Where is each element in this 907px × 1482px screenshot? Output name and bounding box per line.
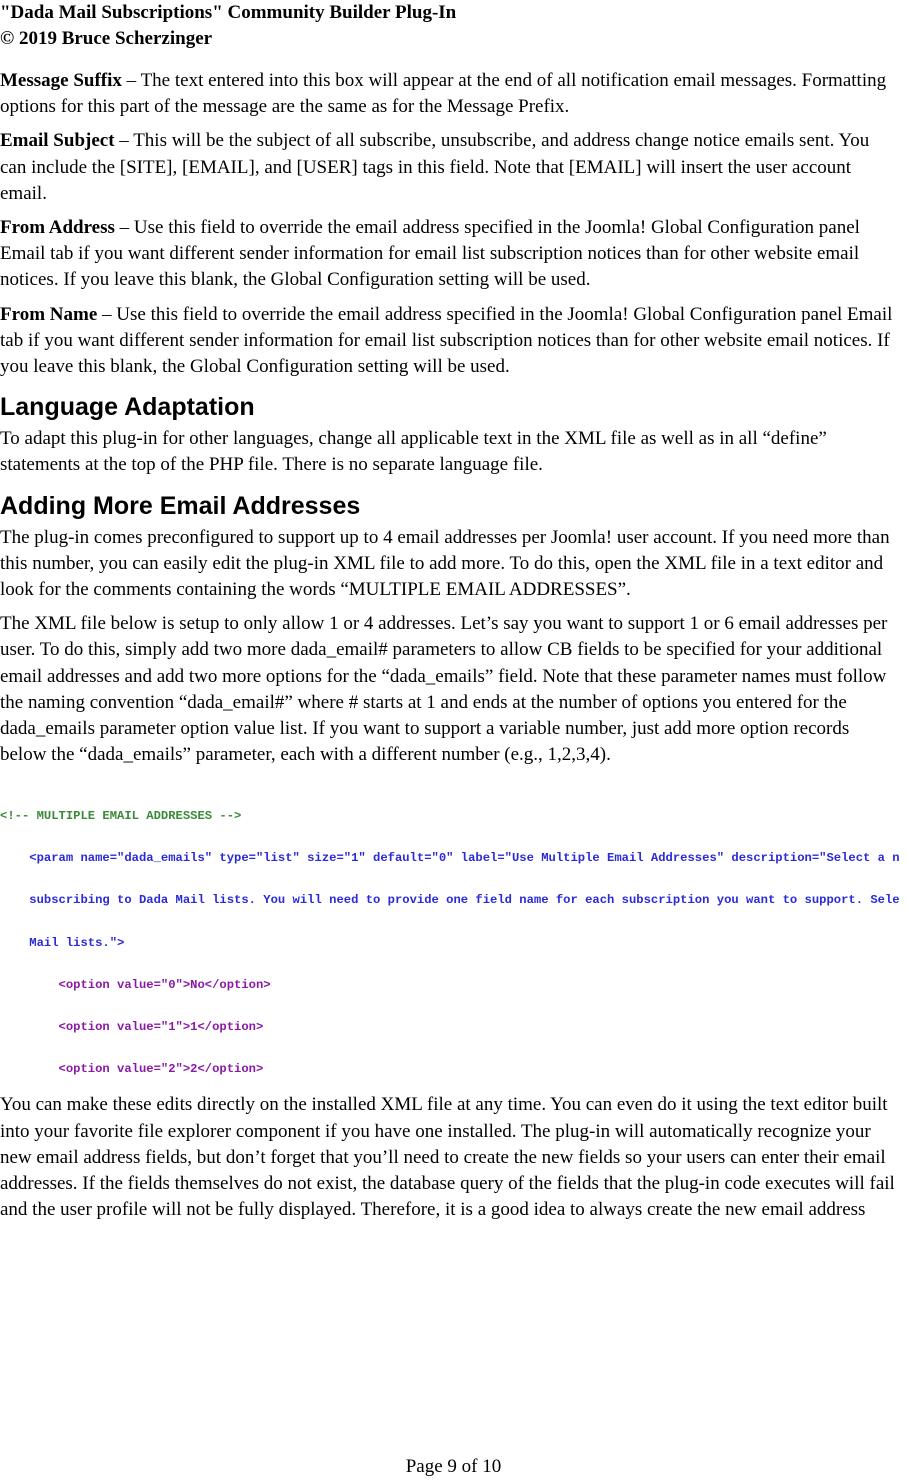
paragraph-edits: You can make these edits directly on the installed XML file at any time. You can even do it using the text editor built into your favorite file explorer component if you have one installed. The plug-in will automatically recognize your new email address fields, but don’t forget that you’ll need to create the new fields so your users can enter their email addresses. If the fields themselves do not exist, the database query of the fields that the plug-in code executes will fail and the user profile will not be fully displayed. Therefore, it is a good idea to always create the new email address xyxy=(0,1094,895,1221)
code-option-line: <option value="1">1</option> xyxy=(58,1020,264,1035)
term: Email Subject xyxy=(0,130,115,152)
xml-code-screenshot xyxy=(0,780,907,1078)
copyright-line: © 2019 Bruce Scherzinger xyxy=(0,28,213,49)
definition: – The text entered into this box will appear at the end of all notification email messages. Formatting options for this part of the message are the same as for the Message Prefix. xyxy=(0,70,887,118)
document-title: "Dada Mail Subscriptions" Community Builder Plug-In xyxy=(0,2,457,23)
term: From Address xyxy=(0,217,115,239)
code-param-line: Mail lists."> xyxy=(29,935,125,950)
page-footer: Page 9 of 10 xyxy=(405,1456,502,1477)
page-content xyxy=(0,68,898,1231)
definition: – Use this field to override the email address specified in the Joomla! Global Configuration panel Email tab if you want different sender information for email list subscription notices than for other website email notices. If you leave this blank, the Global Configuration setting will be used. xyxy=(0,217,860,291)
code-param-line: subscribing to Dada Mail lists. You will need to provide one field name for each subscription you want to support. Sele xyxy=(29,893,900,908)
heading-adding-email-addresses: Adding More Email Addresses xyxy=(0,491,361,520)
param-from-name xyxy=(0,302,898,381)
page-header xyxy=(0,0,900,52)
code-option-line: <option value="2">2</option> xyxy=(58,1062,264,1077)
language-paragraph: To adapt this plug-in for other languages, change all applicable text in the XML file as well as in all “define” statements at the top of the PHP file. There is no separate language file. xyxy=(0,428,827,476)
definition: – This will be the subject of all subscribe, unsubscribe, and address change notice emails sent. You can include the [SITE], [EMAIL], and [USER] tags in this field. Note that [EMAIL] will insert the user account email. xyxy=(0,130,870,204)
heading-language-adaptation: Language Adaptation xyxy=(0,393,255,422)
param-message-suffix xyxy=(0,68,898,120)
code-comment-line: <!-- MULTIPLE EMAIL ADDRESSES --> xyxy=(0,808,242,823)
paragraph-preconfigured: The plug-in comes preconfigured to support up to 4 email addresses per Joomla! user account. If you need more than this number, you can easily edit the plug-in XML file to add more. To do this, open the XML file in a text editor and look for the comments containing the words “MULTIPLE EMAIL ADDRESSES”. xyxy=(0,526,890,601)
term: From Name xyxy=(0,303,98,325)
term: Message Suffix xyxy=(0,70,122,91)
param-from-address xyxy=(0,215,898,294)
code-option-line: <option value="0">No</option> xyxy=(58,977,271,992)
paragraph-xml-setup: The XML file below is setup to only allow 1 or 4 addresses. Let’s say you want to support 1 or 6 email addresses per user. To do this, simply add two more dada_email# parameters to allow CB fields to be specified for your additional email addresses and add two more options for the “dada_emails” field. Note that these parameter names must follow the naming convention “dada_email#” where # starts at 1 and ends at the number of options you entered for the dada_emails parameter option value list. If you want to support a variable number, just add more option records below the “dada_emails” parameter, each with a different number (e.g., 1,2,3,4). xyxy=(0,613,888,766)
definition: – Use this field to override the email address specified in the Joomla! Global Configuration panel Email tab if you want different sender information for email list subscription notices than for other website email notices. If you leave this blank, the Global Configuration setting will be used. xyxy=(0,303,893,378)
code-param-line: <param name="dada_emails" type="list" size="1" default="0" label="Use Multiple Email Addresses" description="Select a n xyxy=(29,850,900,865)
param-email-subject xyxy=(0,128,898,207)
